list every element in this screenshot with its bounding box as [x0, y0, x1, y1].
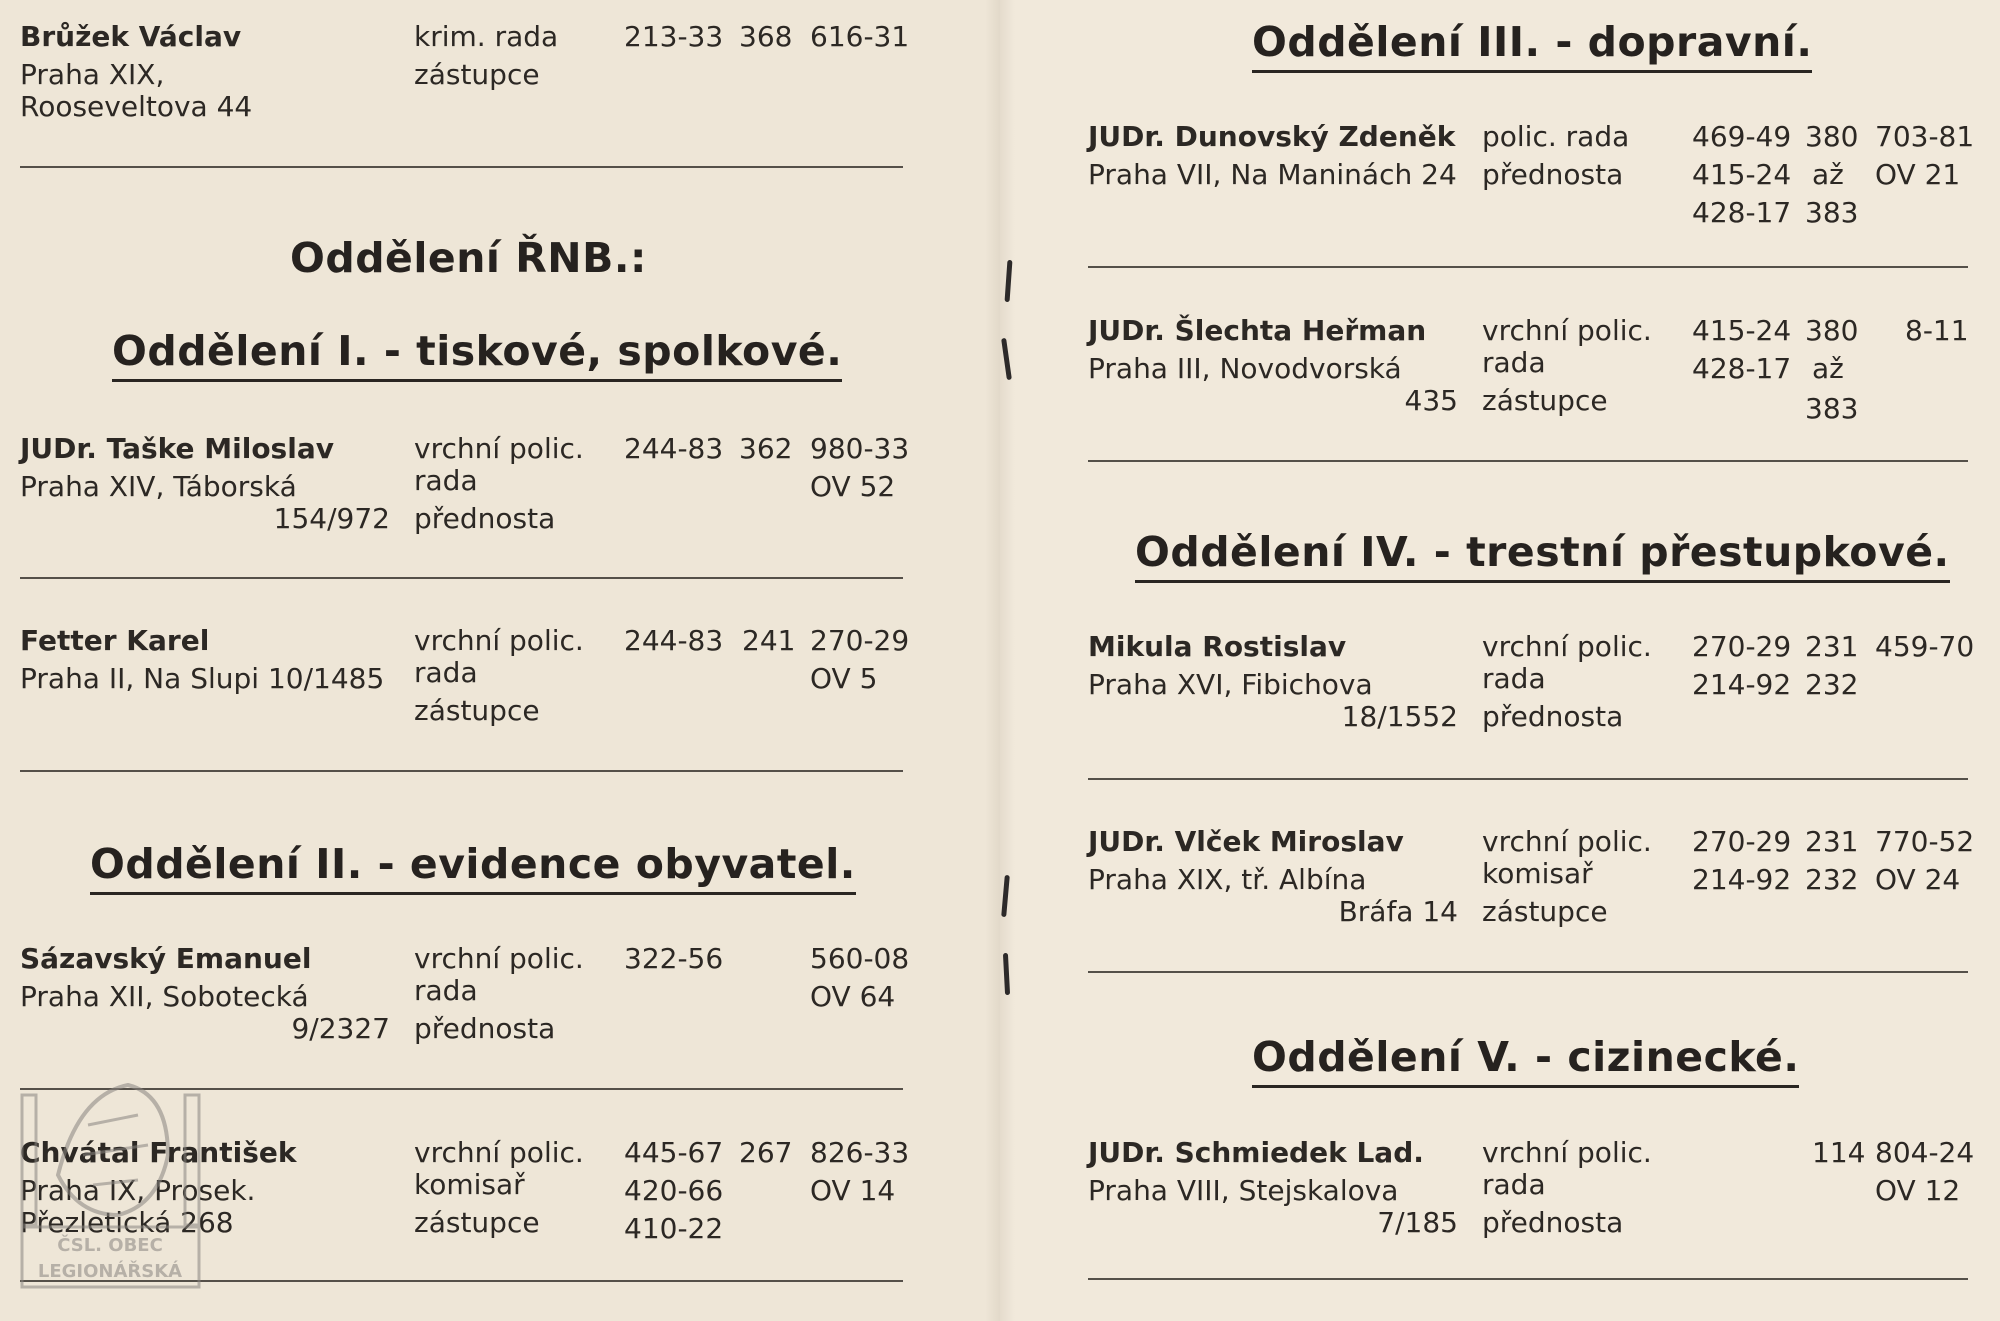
entry-name: JUDr. Vlček Miroslav	[1088, 825, 1404, 858]
entry-rank-line: rada	[414, 464, 478, 497]
entry-address-line: Praha VIII, Stejskalova	[1088, 1174, 1399, 1207]
entry-address-line: Praha VII, Na Maninách 24	[1088, 158, 1457, 191]
stamp-text-2: LEGIONÁŘSKÁ	[37, 1261, 183, 1282]
entry-name: Brůžek Václav	[20, 20, 242, 53]
section-heading-v: Oddělení V. - cizinecké.	[1252, 1033, 1799, 1088]
entry-phone-ext: 380	[1805, 314, 1859, 347]
entry-phone: 322-56	[624, 942, 724, 975]
entry-name: JUDr. Taške Miloslav	[20, 432, 334, 465]
entry-phone-alt: 459-70	[1875, 630, 1975, 663]
legion-stamp-logo	[18, 1055, 203, 1295]
entry-address-line: Rooseveltova 44	[20, 90, 253, 123]
entry-phone-alt: 770-52	[1875, 825, 1975, 858]
entry-phone-alt: OV 52	[810, 470, 896, 503]
entry-address-line: 435	[1404, 384, 1458, 417]
entry-phone-alt: 804-24	[1875, 1136, 1975, 1169]
entry-address-line: 18/1552	[1341, 700, 1458, 733]
entry-phone: 270-29	[1692, 630, 1792, 663]
section-heading-iv: Oddělení IV. - trestní přestupkové.	[1135, 528, 1950, 583]
entry-rank-line: vrchní polic.	[1482, 825, 1652, 858]
entry-name: JUDr. Dunovský Zdeněk	[1088, 120, 1456, 153]
entry-address-line: Praha XVI, Fibichova	[1088, 668, 1373, 701]
section-heading-i: Oddělení I. - tiskové, spolkové.	[112, 327, 842, 382]
entry-rank-line: přednosta	[1482, 1206, 1624, 1239]
entry-phone-alt: 270-29	[810, 624, 910, 657]
entry-rank-line: vrchní polic.	[414, 1136, 584, 1169]
entry-phone: 469-49	[1692, 120, 1792, 153]
entry-phone-ext: 231	[1805, 630, 1859, 663]
entry-rank-line: přednosta	[1482, 158, 1624, 191]
row-divider	[20, 166, 903, 168]
entry-name: Mikula Rostislav	[1088, 630, 1347, 663]
entry-rank-line: přednosta	[1482, 700, 1624, 733]
book-gutter	[985, 0, 1015, 1321]
entry-phone: 410-22	[624, 1212, 724, 1245]
entry-rank-line: přednosta	[414, 502, 556, 535]
entry-phone: 428-17	[1692, 352, 1792, 385]
entry-address-line: Praha IX, Prosek.	[20, 1174, 256, 1207]
entry-phone-ext: 368	[739, 20, 793, 53]
entry-phone: 214-92	[1692, 863, 1792, 896]
entry-address-line: Praha II, Na Slupi 10/1485	[20, 662, 385, 695]
entry-rank-line: vrchní polic.	[1482, 630, 1652, 663]
entry-phone-ext: 232	[1805, 668, 1859, 701]
section-heading-rnb: Oddělení ŘNB.:	[290, 234, 647, 282]
entry-phone-ext: 383	[1805, 392, 1859, 425]
entry-phone-alt: 703-81	[1875, 120, 1975, 153]
entry-rank-line: komisař	[1482, 857, 1593, 890]
section-heading-ii: Oddělení II. - evidence obyvatel.	[90, 840, 856, 895]
entry-address-line: 7/185	[1377, 1206, 1458, 1239]
entry-phone-alt: OV 14	[810, 1174, 896, 1207]
entry-phone-alt: 560-08	[810, 942, 910, 975]
entry-address-line: Praha XIX, tř. Albína	[1088, 863, 1367, 896]
entry-phone-ext: 232	[1805, 863, 1859, 896]
entry-rank-line: vrchní polic.	[1482, 314, 1652, 347]
entry-address-line: Praha XII, Sobotecká	[20, 980, 309, 1013]
right-page	[1000, 0, 2000, 1321]
row-divider	[1088, 1278, 1968, 1280]
entry-phone-ext: 241	[742, 624, 796, 657]
entry-phone-ext: až	[1812, 158, 1844, 191]
row-divider	[20, 770, 903, 772]
entry-rank-line: přednosta	[414, 1012, 556, 1045]
entry-rank-line: komisař	[414, 1168, 525, 1201]
entry-rank-line: vrchní polic.	[414, 624, 584, 657]
entry-rank-line: zástupce	[414, 1206, 540, 1239]
entry-phone: 270-29	[1692, 825, 1792, 858]
entry-phone-ext: 362	[739, 432, 793, 465]
entry-phone-ext: až	[1812, 352, 1844, 385]
entry-rank-line: zástupce	[1482, 384, 1608, 417]
row-divider	[1088, 266, 1968, 268]
entry-address-line: Přezletická 268	[20, 1206, 234, 1239]
entry-name: JUDr. Schmiedek Lad.	[1088, 1136, 1424, 1169]
entry-phone-alt: 826-33	[810, 1136, 910, 1169]
entry-rank-line: rada	[414, 656, 478, 689]
entry-phone-ext: 231	[1805, 825, 1859, 858]
entry-phone-alt: 8-11	[1905, 314, 1969, 347]
entry-phone: 214-92	[1692, 668, 1792, 701]
entry-phone: 420-66	[624, 1174, 724, 1207]
stamp-text-1: ČSL. OBEC	[57, 1235, 163, 1256]
entry-phone: 244-83	[624, 432, 724, 465]
entry-address-line: Praha XIV, Táborská	[20, 470, 297, 503]
section-heading-iii: Oddělení III. - dopravní.	[1252, 18, 1812, 73]
entry-name: JUDr. Šlechta Heřman	[1088, 314, 1427, 347]
entry-rank-line: vrchní polic.	[414, 432, 584, 465]
entry-phone-alt: 980-33	[810, 432, 910, 465]
entry-phone: 415-24	[1692, 314, 1792, 347]
entry-rank-line: zástupce	[414, 694, 540, 727]
entry-phone-alt: 616-31	[810, 20, 910, 53]
entry-name: Sázavský Emanuel	[20, 942, 312, 975]
entry-rank-line: rada	[414, 974, 478, 1007]
entry-phone-alt: OV 12	[1875, 1174, 1961, 1207]
entry-rank-line: rada	[1482, 662, 1546, 695]
entry-phone-alt: OV 64	[810, 980, 896, 1013]
entry-name: Fetter Karel	[20, 624, 210, 657]
row-divider	[1088, 971, 1968, 973]
entry-address-line: 9/2327	[291, 1012, 390, 1045]
entry-address-line: 154/972	[273, 502, 390, 535]
entry-name: Chvátal František	[20, 1136, 297, 1169]
entry-address-line: Praha III, Novodvorská	[1088, 352, 1402, 385]
entry-phone-ext: 383	[1805, 196, 1859, 229]
entry-address-line: Bráfa 14	[1338, 895, 1458, 928]
entry-phone: 415-24	[1692, 158, 1792, 191]
entry-phone-ext: 380	[1805, 120, 1859, 153]
entry-rank-line: vrchní polic.	[414, 942, 584, 975]
entry-phone-alt: OV 5	[810, 662, 878, 695]
entry-phone-alt: OV 21	[1875, 158, 1961, 191]
entry-rank-line: zástupce	[414, 58, 540, 91]
entry-rank-line: zástupce	[1482, 895, 1608, 928]
entry-address-line: Praha XIX,	[20, 58, 165, 91]
entry-phone-alt: OV 24	[1875, 863, 1961, 896]
entry-rank-line: rada	[1482, 1168, 1546, 1201]
entry-phone-ext: 267	[739, 1136, 793, 1169]
entry-rank-line: rada	[1482, 346, 1546, 379]
entry-phone: 213-33	[624, 20, 724, 53]
entry-rank-line: vrchní polic.	[1482, 1136, 1652, 1169]
entry-phone: 244-83	[624, 624, 724, 657]
row-divider	[20, 577, 903, 579]
entry-rank-line: krim. rada	[414, 20, 559, 53]
row-divider	[1088, 778, 1968, 780]
entry-phone: 428-17	[1692, 196, 1792, 229]
entry-phone: 445-67	[624, 1136, 724, 1169]
entry-phone-ext: 114	[1812, 1136, 1866, 1169]
entry-rank-line: polic. rada	[1482, 120, 1630, 153]
row-divider	[1088, 460, 1968, 462]
